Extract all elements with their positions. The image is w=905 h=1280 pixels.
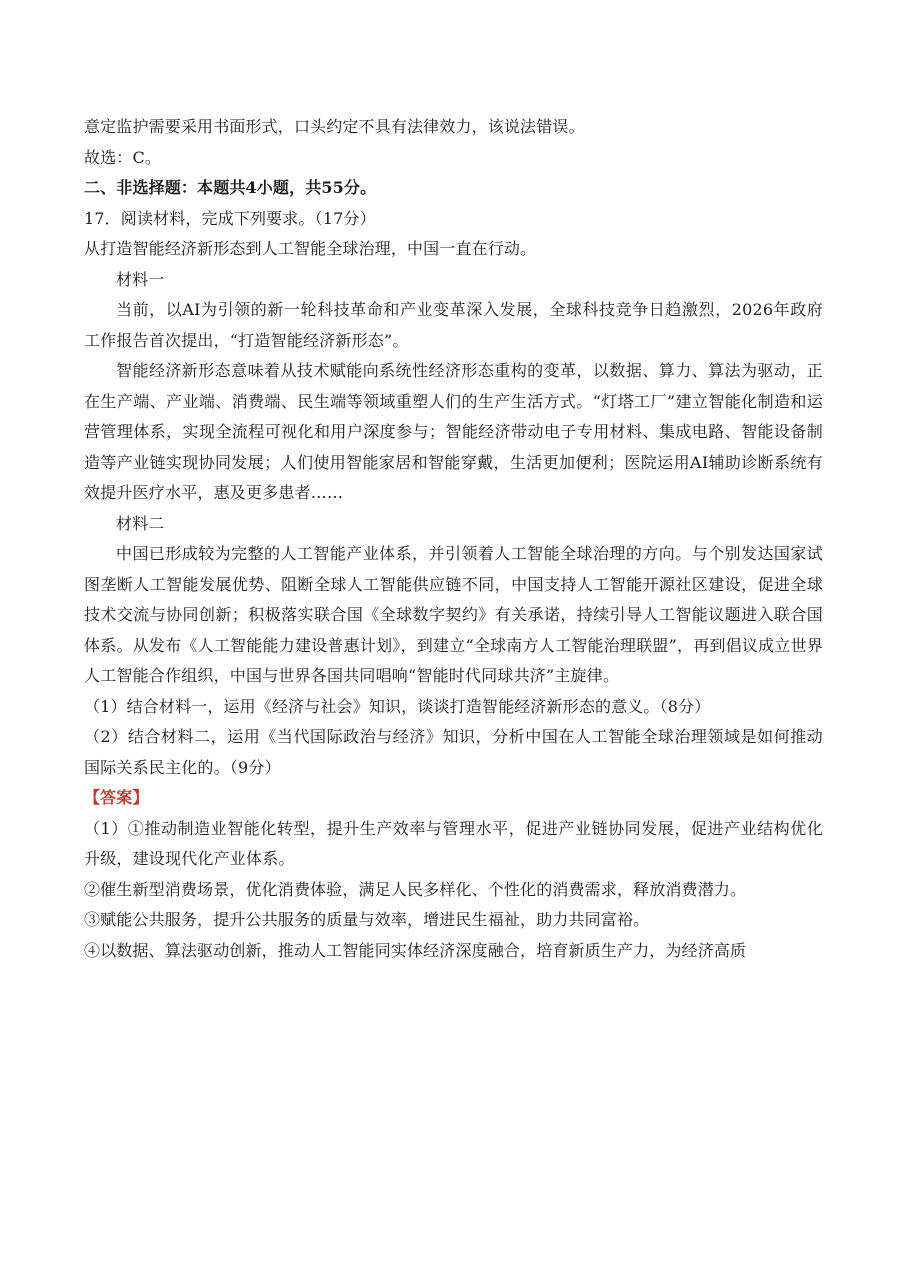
answer-paragraph: ④以数据、算法驱动创新，推动人工智能同实体经济深度融合，培育新质生产力，为经济高质: [84, 940, 747, 960]
answer-paragraph: ②催生新型消费场景，优化消费体验，满足人民多样化、个性化的消费需求，释放消费潜力。: [84, 879, 747, 899]
material-paragraph: 中国已形成较为完整的人工智能产业体系，并引领着人工智能全球治理的方向。与个别发达国家试图垄断人工智能发展优势、阻断全球人工智能供应链不同，中国支持人工智能开源社区建设，促进全球技术交流与协同创新；积极落实联合国《全球数字契约》有关承诺，持续引导人工智能议题进入联合国体系。从发布《人工智能能力建设普惠计划》，到建立“全球南方人工智能治理联盟”，再到倡议成立世界人工智能合作组织，中国与世界各国共同唱响“智能时代同球共济”主旋律。: [84, 544, 823, 685]
answer-paragraph: （1）①推动制造业智能化转型，提升生产效率与管理水平，促进产业链协同发展，促进产业结构优化升级，建设现代化产业体系。: [84, 818, 823, 868]
question-intro: 从打造智能经济新形态到人工智能全球治理，中国一直在行动。: [84, 239, 537, 258]
material-paragraph: 智能经济新形态意味着从技术赋能向系统性经济形态重构的变革，以数据、算力、算法为驱动，正在生产端、产业端、消费端、民生端等领域重塑人们的生产生活方式。“灯塔工厂”建立智能化制造和运营管理体系，实现全流程可视化和用户深度参与；智能经济带动电子专用材料、集成电路、智能设备制造等产业链实现协同发展；人们使用智能家居和智能穿戴，生活更加便利；医院运用AI辅助诊断系统有效提升医疗水平，惠及更多患者……: [84, 361, 823, 502]
sub-question: （2）结合材料二，运用《当代国际政治与经济》知识，分析中国在人工智能全球治理领域是如何推动国际关系民主化的。（9分）: [84, 727, 823, 777]
section-heading: 二、非选择题：本题共4小题，共55分。: [84, 178, 377, 197]
sub-question: （1）结合材料一，运用《经济与社会》知识，谈谈打造智能经济新形态的意义。（8分）: [84, 696, 711, 716]
material-paragraph: 当前，以AI为引领的新一轮科技革命和产业变革深入发展，全球科技竞争日趋激烈，2026年政府工作报告首次提出，“打造智能经济新形态”。: [84, 300, 823, 350]
text-line: 故选：C。: [84, 147, 161, 167]
material-title: 材料二: [116, 513, 165, 533]
material-title: 材料一: [116, 269, 165, 289]
answer-tag: 【答案】: [84, 788, 149, 807]
text-line: 意定监护需要采用书面形式，口头约定不具有法律效力，该说法错误。: [84, 117, 585, 136]
question-heading: 17．阅读材料，完成下列要求。（17分）: [84, 208, 376, 228]
answer-paragraph: ③赋能公共服务，提升公共服务的质量与效率，增进民生福祉，助力共同富裕。: [84, 910, 650, 929]
